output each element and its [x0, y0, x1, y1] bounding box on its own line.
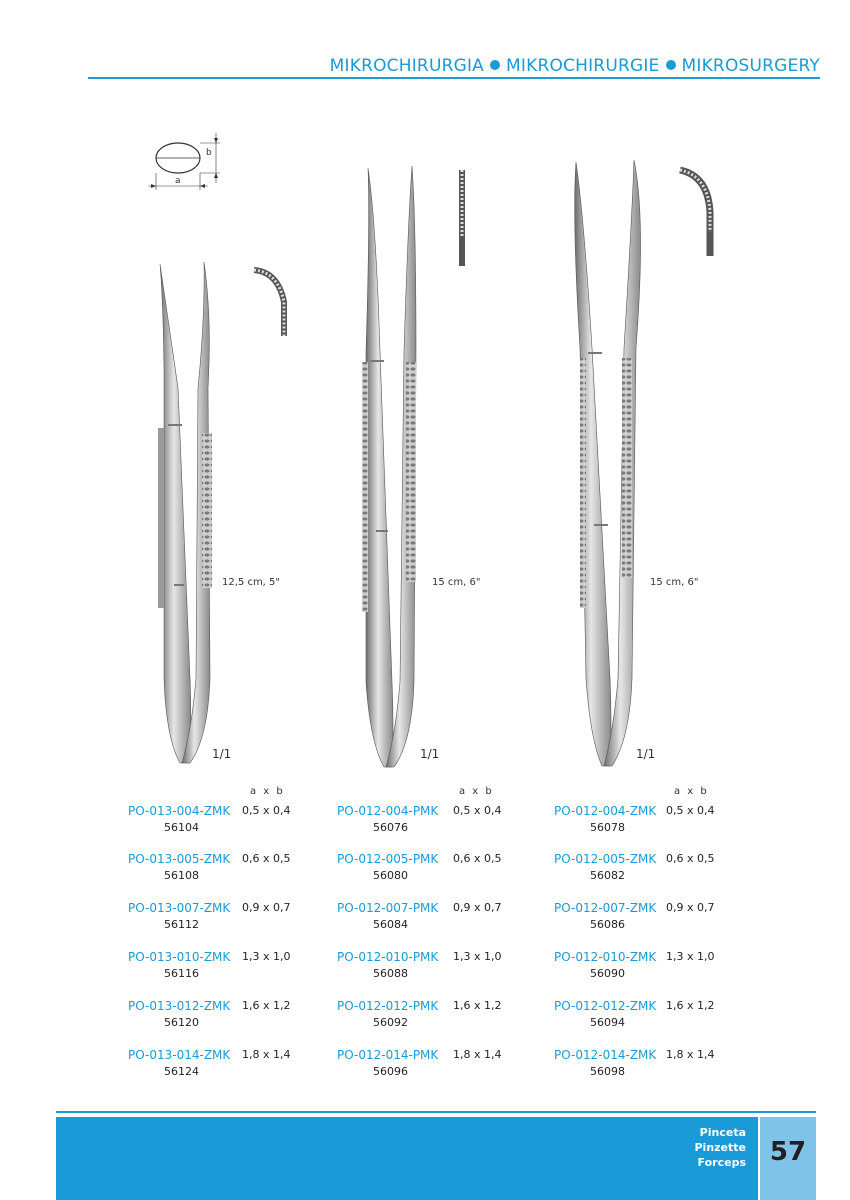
category-de: Pinzette — [694, 1141, 746, 1154]
product-row — [128, 999, 338, 1033]
category-en: Forceps — [697, 1156, 746, 1169]
product-code: PO-012-005-ZMK — [554, 852, 657, 866]
forceps-illustration-1 — [150, 258, 230, 770]
product-row — [554, 804, 764, 838]
product-dim: 0,6 x 0,5 — [242, 852, 291, 865]
product-dim: 1,8 x 1,4 — [242, 1048, 291, 1061]
size-label-2: 15 cm, 6" — [432, 577, 481, 588]
product-row — [337, 804, 547, 838]
product-code: PO-012-007-ZMK — [554, 901, 657, 915]
page-number-box — [760, 1117, 816, 1200]
product-code: PO-013-012-ZMK — [128, 999, 231, 1013]
product-dim: 0,5 x 0,4 — [666, 804, 715, 817]
product-number: 56108 — [164, 869, 199, 882]
size-label-1: 12,5 cm, 5" — [222, 577, 281, 588]
product-code: PO-012-007-PMK — [337, 901, 439, 915]
product-dim: 0,6 x 0,5 — [453, 852, 502, 865]
product-code: PO-012-005-PMK — [337, 852, 439, 866]
product-number: 56098 — [590, 1065, 625, 1078]
product-number: 56088 — [373, 967, 408, 980]
product-row — [337, 950, 547, 984]
product-number: 56084 — [373, 918, 408, 931]
product-dim: 0,5 x 0,4 — [453, 804, 502, 817]
product-code: PO-012-004-ZMK — [554, 804, 657, 818]
product-row — [337, 852, 547, 886]
title-pl: MIKROCHIRURGIA — [329, 56, 485, 76]
scale-label-2: 1/1 — [420, 747, 440, 761]
category-pl: Pinceta — [699, 1126, 746, 1139]
product-row — [554, 901, 764, 935]
product-row — [128, 1048, 338, 1082]
forceps-illustration-2 — [350, 162, 430, 774]
product-code: PO-012-014-PMK — [337, 1048, 439, 1062]
product-code: PO-012-014-ZMK — [554, 1048, 657, 1062]
product-code: PO-012-012-ZMK — [554, 999, 657, 1013]
product-number: 56116 — [164, 967, 199, 980]
product-code: PO-013-004-ZMK — [128, 804, 231, 818]
axb-header: a x b — [459, 786, 494, 797]
header-rule — [88, 77, 820, 79]
scale-label-1: 1/1 — [212, 747, 232, 761]
product-row — [554, 999, 764, 1033]
product-dim: 1,6 x 1,2 — [242, 999, 291, 1012]
product-dim: 1,3 x 1,0 — [242, 950, 291, 963]
product-dim: 1,6 x 1,2 — [453, 999, 502, 1012]
product-row — [337, 999, 547, 1033]
product-number: 56096 — [373, 1065, 408, 1078]
axb-header: a x b — [250, 786, 285, 797]
product-number: 56082 — [590, 869, 625, 882]
product-row — [554, 950, 764, 984]
product-number: 56124 — [164, 1065, 199, 1078]
product-code: PO-012-004-PMK — [337, 804, 439, 818]
axb-header: a x b — [674, 786, 709, 797]
product-row — [128, 901, 338, 935]
bullet-dot-icon — [490, 60, 500, 70]
category-labels — [694, 1125, 746, 1170]
title-en: MIKROSURGERY — [681, 56, 820, 76]
product-row — [128, 950, 338, 984]
forceps-tip-detail-3 — [676, 162, 726, 262]
page-header — [88, 56, 820, 80]
product-number: 56092 — [373, 1016, 408, 1029]
product-dim: 1,6 x 1,2 — [666, 999, 715, 1012]
product-dim: 1,8 x 1,4 — [453, 1048, 502, 1061]
forceps-illustration-3 — [566, 158, 650, 774]
product-row — [554, 852, 764, 886]
product-code: PO-013-014-ZMK — [128, 1048, 231, 1062]
product-number: 56112 — [164, 918, 199, 931]
product-dim: 0,5 x 0,4 — [242, 804, 291, 817]
product-row — [337, 901, 547, 935]
product-number: 56094 — [590, 1016, 625, 1029]
product-number: 56076 — [373, 821, 408, 834]
product-row — [337, 1048, 547, 1082]
title-de: MIKROCHIRURGIE — [506, 56, 660, 76]
section-title — [330, 56, 820, 76]
product-code: PO-012-010-PMK — [337, 950, 439, 964]
product-code: PO-012-012-PMK — [337, 999, 439, 1013]
bullet-dot-icon — [666, 60, 676, 70]
product-dim: 1,3 x 1,0 — [666, 950, 715, 963]
footer-band — [56, 1117, 758, 1200]
product-code: PO-012-010-ZMK — [554, 950, 657, 964]
page-number: 57 — [769, 1137, 807, 1167]
product-number: 56104 — [164, 821, 199, 834]
product-dim: 1,3 x 1,0 — [453, 950, 502, 963]
product-row — [128, 852, 338, 886]
product-dim: 0,9 x 0,7 — [666, 901, 715, 914]
product-dim: 0,6 x 0,5 — [666, 852, 715, 865]
product-number: 56120 — [164, 1016, 199, 1029]
footer-rule — [56, 1111, 816, 1113]
cross-section-diagram — [148, 128, 228, 192]
size-label-3: 15 cm, 6" — [650, 577, 699, 588]
product-number: 56080 — [373, 869, 408, 882]
scale-label-3: 1/1 — [636, 747, 656, 761]
product-number: 56086 — [590, 918, 625, 931]
product-number: 56078 — [590, 821, 625, 834]
product-dim: 1,8 x 1,4 — [666, 1048, 715, 1061]
product-code: PO-013-005-ZMK — [128, 852, 231, 866]
product-dim: 0,9 x 0,7 — [453, 901, 502, 914]
forceps-tip-detail-1 — [250, 262, 300, 342]
product-code: PO-013-010-ZMK — [128, 950, 231, 964]
product-row — [128, 804, 338, 838]
product-dim: 0,9 x 0,7 — [242, 901, 291, 914]
product-number: 56090 — [590, 967, 625, 980]
product-row — [554, 1048, 764, 1082]
product-code: PO-013-007-ZMK — [128, 901, 231, 915]
diagram-a-label: a — [175, 176, 181, 186]
forceps-tip-detail-2 — [450, 166, 480, 272]
diagram-b-label: b — [206, 148, 212, 158]
